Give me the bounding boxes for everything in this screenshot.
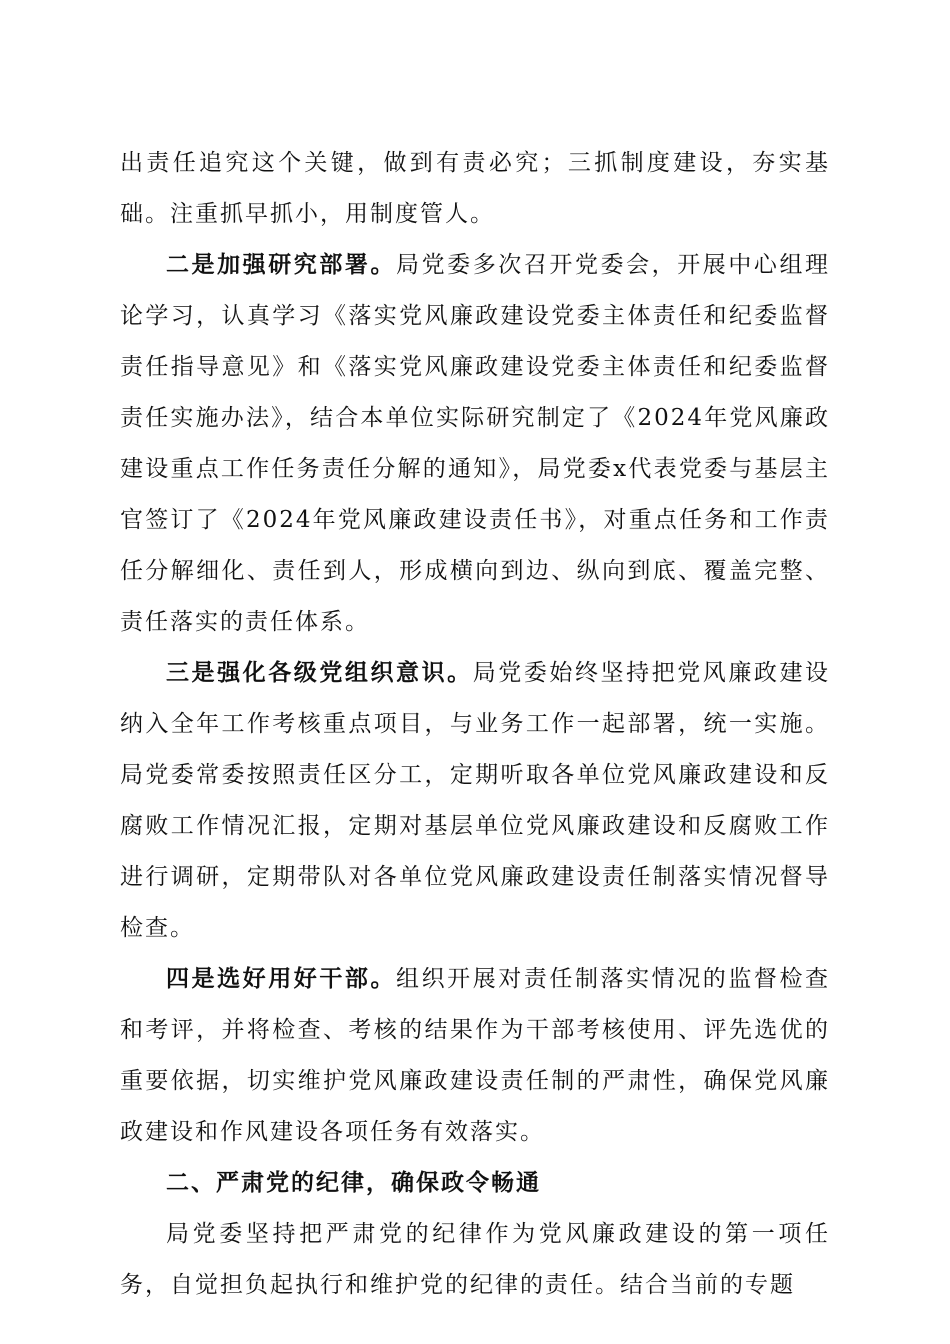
section-paragraph: 局党委坚持把严肃党的纪律作为党风廉政建设的第一项任务，自觉担负起执行和维护党的纪律的责任。结合当前的专题	[120, 1221, 830, 1298]
paragraph-text: 局党委始终坚持把党风廉政建设纳入全年工作考核重点项目，与业务工作一起部署，统一实施。局党委常委按照责任区分工，定期听取各单位党风廉政建设和反腐败工作情况汇报，定期对基层单位党风廉政建设和反腐败工作进行调研，定期带队对各单位党风廉政建设责任制落实情况督导检查。	[120, 660, 831, 941]
section-heading: 二、严肃党的纪律，确保政令畅通	[166, 1170, 541, 1196]
paragraph-research-deployment	[120, 240, 830, 648]
paragraph-text: 组织开展对责任制落实情况的监督检查和考评，并将检查、考核的结果作为干部考核使用、评先选优的重要依据，切实维护党风廉政建设责任制的严肃性，确保党风廉政建设和作风建设各项任务有效落实。	[120, 966, 831, 1145]
document-body	[120, 138, 830, 1311]
paragraph-lead: 四是选好用好干部。	[166, 966, 397, 992]
paragraph-lead: 三是强化各级党组织意识。	[166, 660, 473, 686]
continuation-paragraph: 出责任追究这个关键，做到有责必究；三抓制度建设，夯实基础。注重抓早抓小，用制度管人。	[120, 150, 830, 227]
paragraph-party-awareness	[120, 648, 830, 954]
paragraph-select-cadres	[120, 954, 830, 1158]
paragraph-text: 局党委多次召开党委会，开展中心组理论学习，认真学习《落实党风廉政建设党委主体责任和纪委监督责任指导意见》和《落实党风廉政建设党委主体责任和纪委监督责任实施办法》，结合本单位实际研究制定了《2024年党风廉政建设重点工作任务责任分解的通知》，局党委x代表党委与基层主官签订了《2024年党风廉政建设责任书》，对重点任务和工作责任分解细化、责任到人，形成横向到边、纵向到底、覆盖完整、责任落实的责任体系。	[120, 252, 831, 635]
paragraph-lead: 二是加强研究部署。	[166, 252, 397, 278]
